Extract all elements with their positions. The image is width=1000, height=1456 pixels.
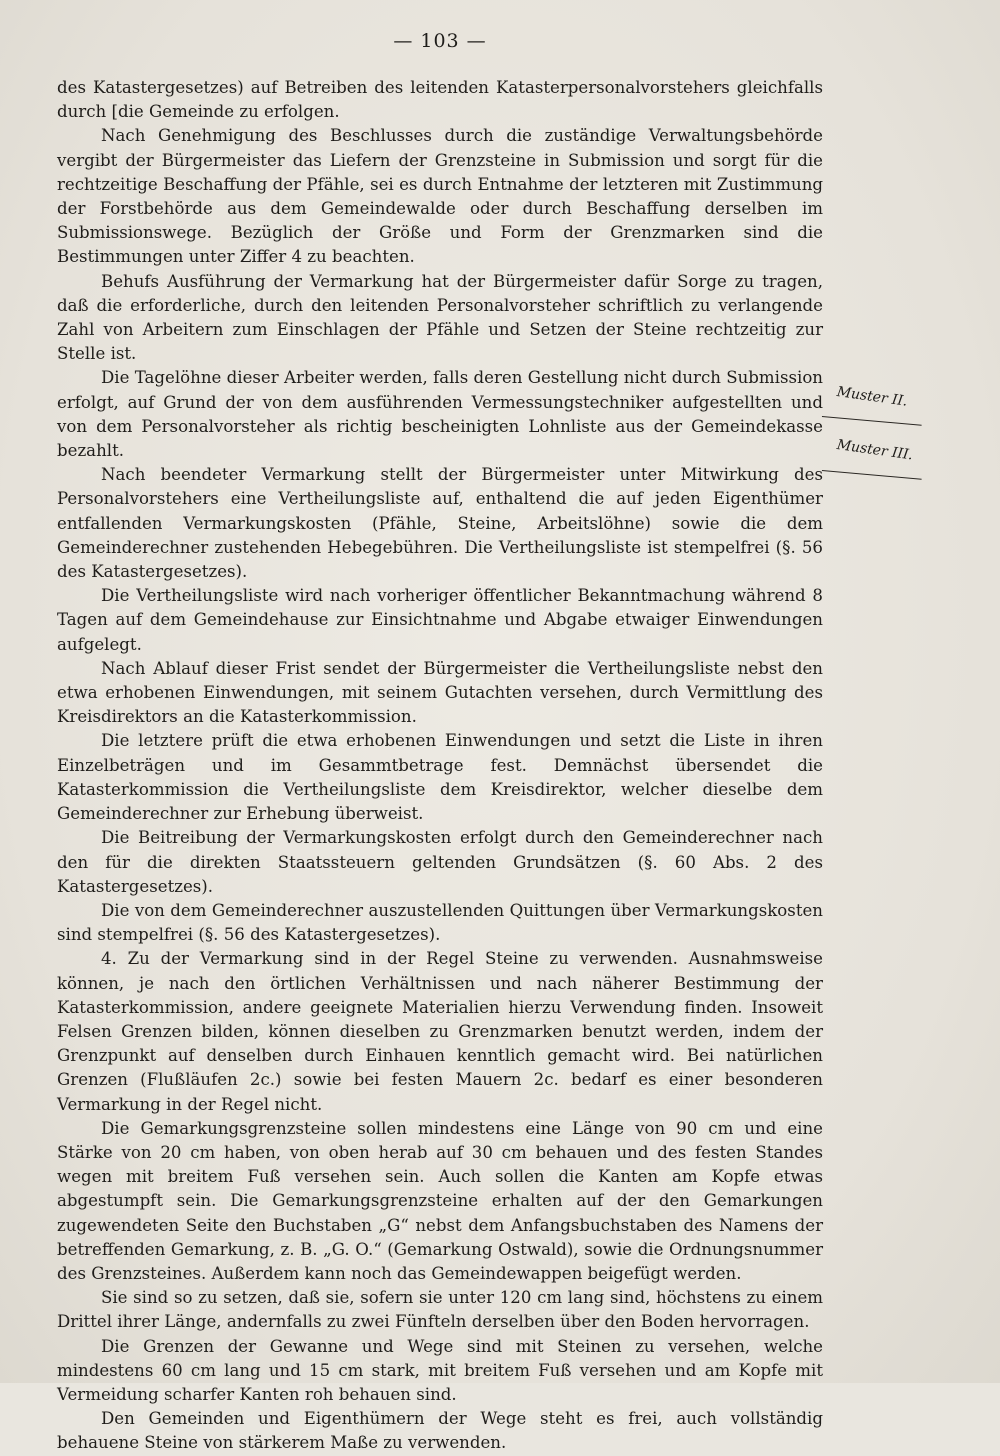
page-number: — 103 —	[393, 30, 487, 52]
margin-note-rule	[822, 416, 922, 426]
paragraph-15: Den Gemeinden und Eigenthümern der Wege steht es frei, auch vollständig behauene Steine von stärkerem Maße zu verwenden.	[57, 1409, 823, 1453]
paragraph-4: Die Tagelöhne dieser Arbeiter werden, falls deren Gestellung nicht durch Submission erfolgt, auf Grund der von dem ausführenden Vermessungstechniker aufgestellten und von dem Personalvorsteher als richtig bescheinigten Lohnliste aus der Gemeindekasse bezahlt.	[57, 368, 823, 461]
paragraph-2: Nach Genehmigung des Beschlusses durch die zuständige Verwaltungsbehörde vergibt der Bürgermeister das Liefern der Grenzsteine in Submission und sorgt für die rechtzeitige Beschaffung der Pfähle, sei es durch Entnahme der letzteren mit Zustimmung der Forstbehörde aus dem Gemeindewalde oder durch Beschaffung derselben im Submissionswege. Bezüglich der Größe und Form der Grenzmarken sind die Bestimmungen unter Ziffer 4 zu beachten.	[57, 126, 823, 267]
paragraph-5: Nach beendeter Vermarkung stellt der Bürgermeister unter Mitwirkung des Personalvorstehers eine Vertheilungsliste auf, enthaltend die auf jeden Eigenthümer entfallenden Vermarkungskosten (Pfähle, Steine, Arbeitslöhne) sowie die dem Gemeinderechner zustehenden Hebegebühren. Die Vertheilungsliste ist stempelfrei (§. 56 des Katastergesetzes).	[57, 465, 823, 582]
paragraph-9: Die Beitreibung der Vermarkungskosten erfolgt durch den Gemeinderechner nach den für die direkten Staatssteuern geltenden Grundsätzen (§. 60 Abs. 2 des Katastergesetzes).	[57, 828, 823, 896]
paragraph-14: Die Grenzen der Gewanne und Wege sind mit Steinen zu versehen, welche mindestens 60 cm lang und 15 cm stark, mit breitem Fuß versehen und am Kopfe mit Vermeidung scharfer Kanten roh behauen sind.	[57, 1336, 823, 1404]
body-text	[57, 76, 823, 1456]
paragraph-11: 4. Zu der Vermarkung sind in der Regel Steine zu verwenden. Ausnahmsweise können, je nach den örtlichen Verhältnissen und nach näherer Bestimmung der Katasterkommission, andere geeignete Materialien hierzu Verwendung finden. Insoweit Felsen Grenzen bilden, können dieselben zu Grenzmarken benutzt werden, indem der Grenzpunkt auf denselben durch Einhauen kenntlich gemacht wird. Bei natürlichen Grenzen (Flußläufen 2c.) sowie bei festen Mauern 2c. bedarf es einer besonderen Vermarkung in der Regel nicht.	[57, 949, 823, 1114]
margin-note-rule	[822, 470, 922, 480]
paragraph-6: Die Vertheilungsliste wird nach vorheriger öffentlicher Bekanntmachung während 8 Tagen auf dem Gemeindehause zur Einsichtnahme und Abgabe etwaiger Einwendungen aufgelegt.	[57, 586, 823, 654]
paragraph-8: Die letztere prüft die etwa erhobenen Einwendungen und setzt die Liste in ihren Einzelbeträgen und im Gesammtbetrage fest. Demnächst übersendet die Katasterkommission die Vertheilungsliste dem Kreisdirektor, welcher dieselbe dem Gemeinderechner zur Erhebung überweist.	[57, 731, 823, 824]
paragraph-13: Sie sind so zu setzen, daß sie, sofern sie unter 120 cm lang sind, höchstens zu einem Drittel ihrer Länge, andernfalls zu zwei Fünfteln derselben über den Boden hervorragen.	[57, 1288, 823, 1332]
paragraph-7: Nach Ablauf dieser Frist sendet der Bürgermeister die Vertheilungsliste nebst den etwa erhobenen Einwendungen, mit seinem Gutachten versehen, durch Vermittlung des Kreisdirektors an die Katasterkommission.	[57, 658, 823, 727]
paragraph-10: Die von dem Gemeinderechner auszustellenden Quittungen über Vermarkungskosten sind stempelfrei (§. 56 des Katastergesetzes).	[57, 900, 823, 945]
margin-note-muster-3: Muster III.	[835, 437, 914, 464]
margin-note-muster-2: Muster II.	[835, 384, 909, 410]
paragraph-12: Die Gemarkungsgrenzsteine sollen mindestens eine Länge von 90 cm und eine Stärke von 20 cm haben, von oben herab auf 30 cm behauen und des festen Standes wegen mit breitem Fuß versehen sein. Auch sollen die Kanten am Kopfe etwas abgestumpft sein. Die Gemarkungsgrenzsteine erhalten auf der den Gemarkungen zugewendeten Seite den Buchstaben „G“ nebst dem Anfangsbuchstaben des Namens der betreffenden Gemarkung, z. B. „G. O.“ (Gemarkung Ostwald), sowie die Ordnungsnummer des Grenzsteines. Außerdem kann noch das Gemeindewappen beigefügt werden.	[57, 1118, 823, 1283]
paragraph-1: des Katastergesetzes) auf Betreiben des leitenden Katasterpersonalvorstehers gleichfalls durch [die Gemeinde zu erfolgen.	[57, 78, 823, 122]
paragraph-3: Behufs Ausführung der Vermarkung hat der Bürgermeister dafür Sorge zu tragen, daß die erforderliche, durch den leitenden Personalvorsteher schriftlich zu verlangende Zahl von Arbeitern zum Einschlagen der Pfähle und Setzen der Steine rechtzeitig zur Stelle ist.	[57, 271, 823, 364]
